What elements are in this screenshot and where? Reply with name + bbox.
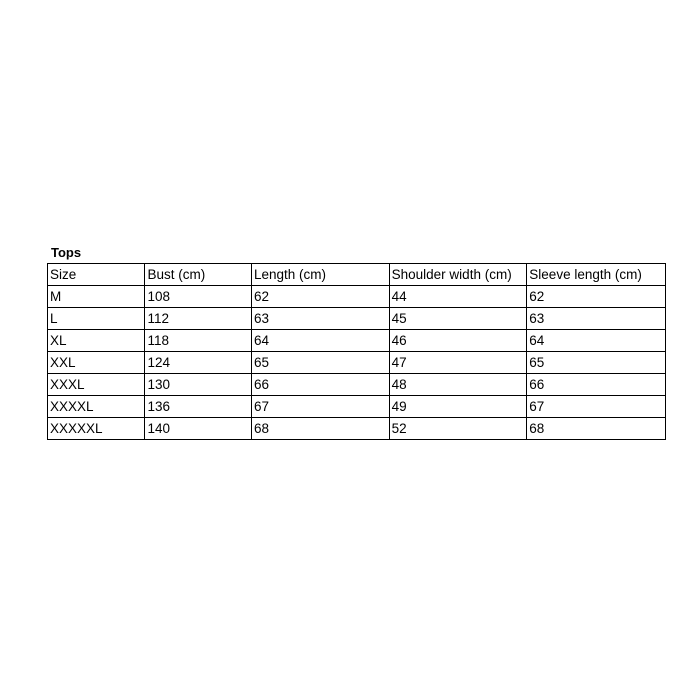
shoulder-width-cell: 49 <box>389 396 527 418</box>
table-row <box>48 418 666 440</box>
sleeve-length-cell: 64 <box>527 330 666 352</box>
sleeve-length-cell: 65 <box>527 352 666 374</box>
table-row <box>48 330 666 352</box>
header-row <box>48 264 666 286</box>
sleeve-length-cell: 62 <box>527 286 666 308</box>
sleeve-length-cell: 68 <box>527 418 666 440</box>
size-chart-table <box>47 263 666 440</box>
table-row <box>48 286 666 308</box>
sleeve-length-cell: 66 <box>527 374 666 396</box>
length-cell: 68 <box>251 418 389 440</box>
shoulder-width-cell: 48 <box>389 374 527 396</box>
bust-cell: 130 <box>145 374 252 396</box>
shoulder-width-cell: 52 <box>389 418 527 440</box>
shoulder-width-cell: 45 <box>389 308 527 330</box>
header-cell-sleeve-length: Sleeve length (cm) <box>527 264 666 286</box>
header-cell-bust: Bust (cm) <box>145 264 252 286</box>
table-row <box>48 308 666 330</box>
bust-cell: 118 <box>145 330 252 352</box>
table-row <box>48 352 666 374</box>
bust-cell: 140 <box>145 418 252 440</box>
size-cell: XXXXXL <box>48 418 145 440</box>
length-cell: 65 <box>251 352 389 374</box>
table-row <box>48 396 666 418</box>
shoulder-width-cell: 46 <box>389 330 527 352</box>
table-row <box>48 374 666 396</box>
sleeve-length-cell: 67 <box>527 396 666 418</box>
header-cell-shoulder-width: Shoulder width (cm) <box>389 264 527 286</box>
length-cell: 67 <box>251 396 389 418</box>
size-cell: XXXL <box>48 374 145 396</box>
size-cell: XXXXL <box>48 396 145 418</box>
length-cell: 63 <box>251 308 389 330</box>
bust-cell: 108 <box>145 286 252 308</box>
length-cell: 64 <box>251 330 389 352</box>
length-cell: 66 <box>251 374 389 396</box>
shoulder-width-cell: 44 <box>389 286 527 308</box>
size-cell: M <box>48 286 145 308</box>
size-cell: L <box>48 308 145 330</box>
table-title: Tops <box>51 245 82 260</box>
bust-cell: 136 <box>145 396 252 418</box>
shoulder-width-cell: 47 <box>389 352 527 374</box>
length-cell: 62 <box>251 286 389 308</box>
bust-cell: 124 <box>145 352 252 374</box>
header-cell-length: Length (cm) <box>251 264 389 286</box>
bust-cell: 112 <box>145 308 252 330</box>
sleeve-length-cell: 63 <box>527 308 666 330</box>
size-cell: XL <box>48 330 145 352</box>
header-cell-size: Size <box>48 264 145 286</box>
size-cell: XXL <box>48 352 145 374</box>
